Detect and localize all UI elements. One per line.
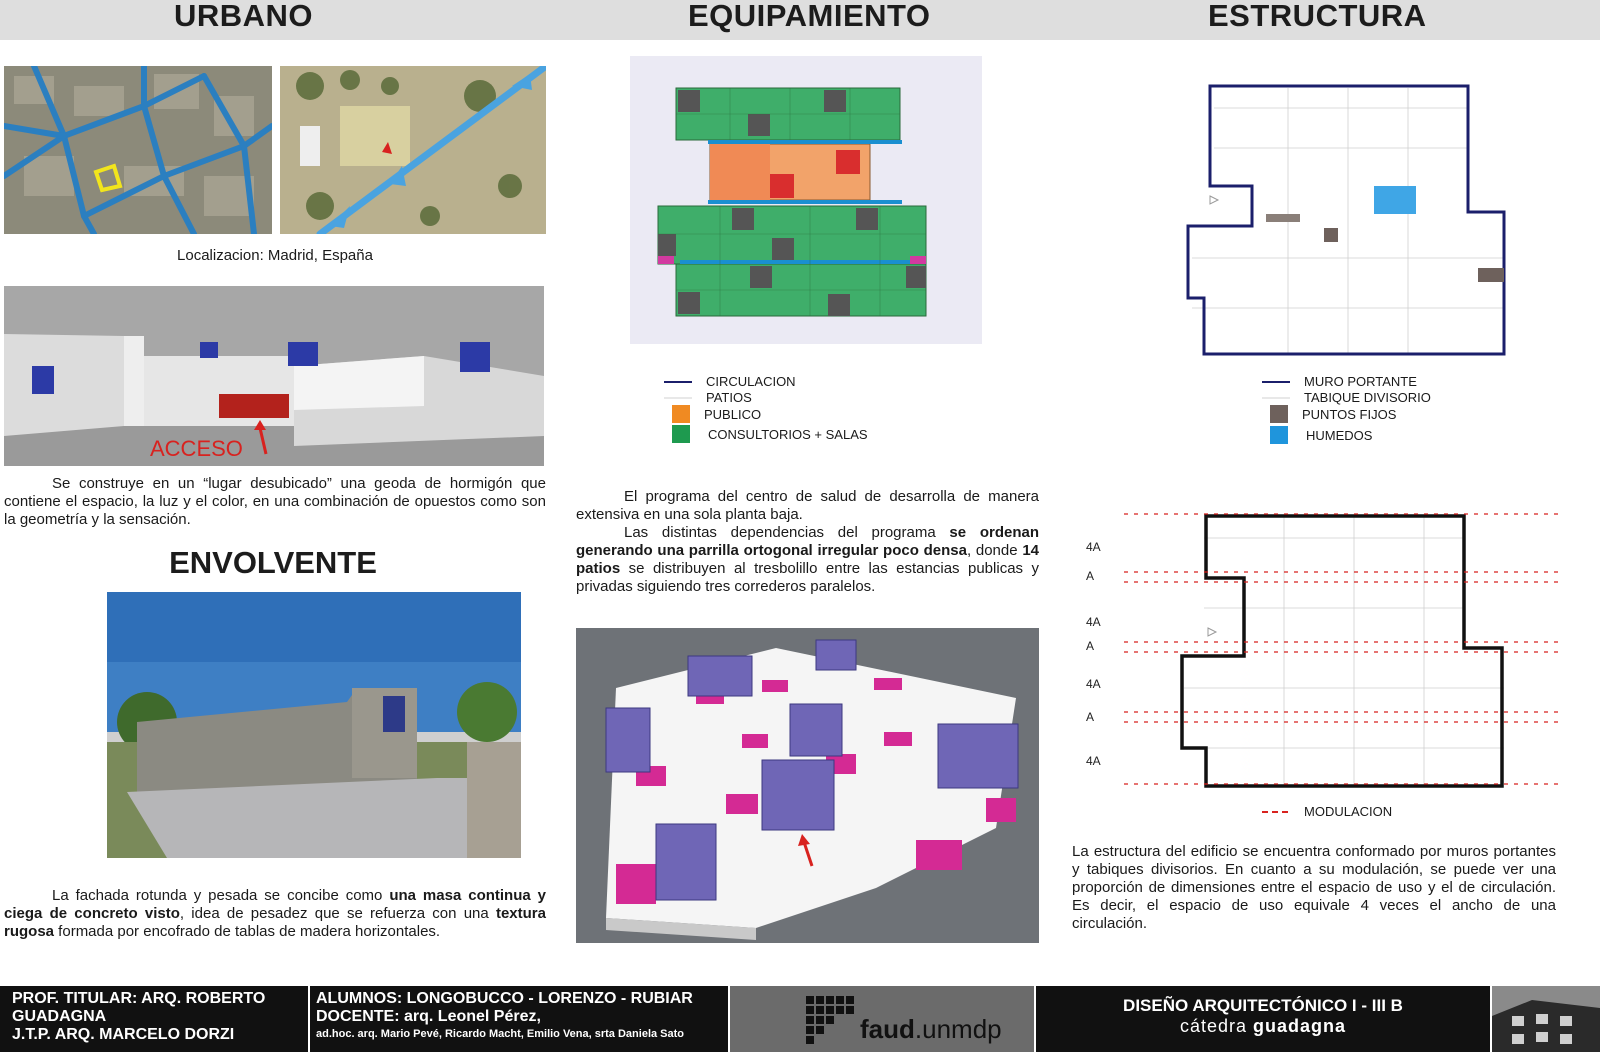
acceso-label: ACCESO xyxy=(150,436,243,461)
equip-legend-publico-swatch xyxy=(672,405,690,423)
envolvente-paragraph xyxy=(4,887,546,941)
equipamiento-paragraph xyxy=(576,488,1039,596)
footer-logo-panel xyxy=(730,986,1034,1052)
footer-prof-line-3: J.T.P. ARQ. MARCELO DORZI xyxy=(12,1026,235,1043)
footer-prof-line-1: PROF. TITULAR: ARQ. ROBERTO xyxy=(12,990,266,1007)
logo-faud: faud xyxy=(860,1014,915,1044)
footer-students xyxy=(310,986,728,1052)
struct-legend-muro-swatch xyxy=(1262,381,1290,383)
structure-plan xyxy=(1168,78,1536,364)
modulation-plan xyxy=(1124,508,1562,792)
equip-legend-circulacion xyxy=(664,374,796,389)
logo-unmdp: .unmdp xyxy=(914,1014,1002,1044)
modulation-label-7: 4A xyxy=(1086,754,1101,768)
footer-course xyxy=(1036,986,1490,1052)
facade-photo xyxy=(107,592,521,858)
equipamiento-bold-2: 14 patios xyxy=(576,542,1039,577)
modulation-label-2: A xyxy=(1086,569,1095,583)
footer-prof-line-2: GUADAGNA xyxy=(12,1008,107,1025)
render-acceso xyxy=(4,286,544,466)
struct-legend-muro xyxy=(1262,374,1417,389)
equip-legend-publico-label: PUBLICO xyxy=(704,406,762,422)
struct-legend-modulacion xyxy=(1262,804,1392,819)
equip-legend-circulacion-swatch xyxy=(664,381,692,383)
program-plan xyxy=(630,56,982,344)
struct-legend-puntos-swatch xyxy=(1270,405,1288,423)
urbano-paragraph xyxy=(4,475,546,529)
footer-catedra-pre: cátedra xyxy=(1179,1016,1254,1036)
location-caption: Localizacion: Madrid, España xyxy=(177,247,373,264)
equip-legend-consultorios-label: CONSULTORIOS + SALAS xyxy=(708,426,868,442)
equipamiento-text-4: se distribuyen al tresbolillo entre las estancias publicas y privadas siguiendo tres correderos paralelos. xyxy=(576,560,1039,595)
footer-alumnos: ALUMNOS: LONGOBUCCO - LORENZO - RUBIAR xyxy=(316,990,693,1007)
estructura-paragraph: La estructura del edificio se encuentra conformado por muros portantes y tabiques divisorios. En cuanto a su modulación, se puede ver una proporción de dimensiones entre el espacio de uso y el de circulación. Es decir, el espacio de uso equivale 4 veces el ancho de una circulación. xyxy=(1072,843,1556,932)
struct-legend-tabique-label: TABIQUE DIVISORIO xyxy=(1304,390,1431,405)
struct-legend-humedos-swatch xyxy=(1270,426,1288,444)
equipamiento-text-1: El programa del centro de salud de desarrolla de manera extensiva en una sola planta baja. xyxy=(576,488,1039,523)
envolvente-title: ENVOLVENTE xyxy=(169,545,377,580)
aerial-map-wide xyxy=(4,66,272,234)
footer-building-thumbnail xyxy=(1492,986,1600,1052)
struct-legend-muro-label: MURO PORTANTE xyxy=(1304,374,1417,389)
equip-legend-consultorios xyxy=(672,425,868,443)
struct-legend-humedos-label: HUMEDOS xyxy=(1306,427,1373,443)
section-title-equipamiento: EQUIPAMIENTO xyxy=(688,0,931,33)
equipamiento-text-2: Las distintas dependencias del programa xyxy=(624,524,950,541)
modulation-label-6: A xyxy=(1086,710,1095,724)
modulation-label-1: 4A xyxy=(1086,540,1101,554)
footer-catedra-name: guadagna xyxy=(1253,1016,1347,1036)
struct-legend-puntos-label: PUNTOS FIJOS xyxy=(1302,406,1397,422)
modulation-label-5: 4A xyxy=(1086,677,1101,691)
equipamiento-text-3: , donde xyxy=(966,542,1023,559)
footer-course-title: DISEÑO ARQUITECTÓNICO I - III B xyxy=(1123,996,1403,1015)
equip-legend-patios-swatch xyxy=(664,397,692,399)
equip-legend-publico xyxy=(672,405,761,423)
patios-axonometric-render xyxy=(576,628,1039,943)
struct-legend-puntos xyxy=(1270,405,1396,423)
struct-legend-tabique-swatch xyxy=(1262,397,1290,399)
envolvente-text-3: formada por encofrado de tablas de madera horizontales. xyxy=(54,923,441,940)
envolvente-bold-2: textura rugosa xyxy=(4,905,546,940)
equip-legend-patios-label: PATIOS xyxy=(706,390,752,405)
equipamiento-bold-1: se ordenan generando una parrilla ortogonal irregular poco densa xyxy=(576,524,1039,559)
footer-professors xyxy=(0,986,308,1052)
struct-legend-modulacion-label: MODULACION xyxy=(1304,804,1393,819)
urbano-paragraph-text: Se construye en un “lugar desubicado” una geoda de hormigón que contiene el espacio, la luz y el color, en una combinación de opuestos como son la geometría y la sensación. xyxy=(4,475,546,528)
footer-catedra xyxy=(1036,1016,1490,1037)
equip-legend-patios xyxy=(664,390,752,405)
struct-legend-tabique xyxy=(1262,390,1431,405)
section-title-estructura: ESTRUCTURA xyxy=(1208,0,1427,33)
section-title-urbano: URBANO xyxy=(174,0,314,33)
aerial-map-detail xyxy=(280,66,546,234)
equip-legend-circulacion-label: CIRCULACION xyxy=(706,374,796,389)
faud-logo-text xyxy=(860,1014,1002,1045)
footer-docente: DOCENTE: arq. Leonel Pérez, xyxy=(316,1008,541,1025)
struct-legend-modulacion-swatch xyxy=(1262,811,1288,813)
envolvente-text-2: , idea de pesadez que se refuerza con una xyxy=(179,905,496,922)
modulation-label-4: A xyxy=(1086,639,1095,653)
footer-adhoc: ad.hoc. arq. Mario Pevé, Ricardo Macht, Emilio Vena, srta Daniela Sato xyxy=(316,1028,685,1040)
faud-logo-icon xyxy=(806,996,854,1044)
envolvente-text-1: La fachada rotunda y pesada se concibe como xyxy=(52,887,390,904)
equip-legend-consultorios-swatch xyxy=(672,425,690,443)
struct-legend-humedos xyxy=(1270,426,1372,444)
envolvente-bold-1: una masa continua y ciega de concreto visto xyxy=(4,887,546,922)
modulation-label-3: 4A xyxy=(1086,615,1101,629)
